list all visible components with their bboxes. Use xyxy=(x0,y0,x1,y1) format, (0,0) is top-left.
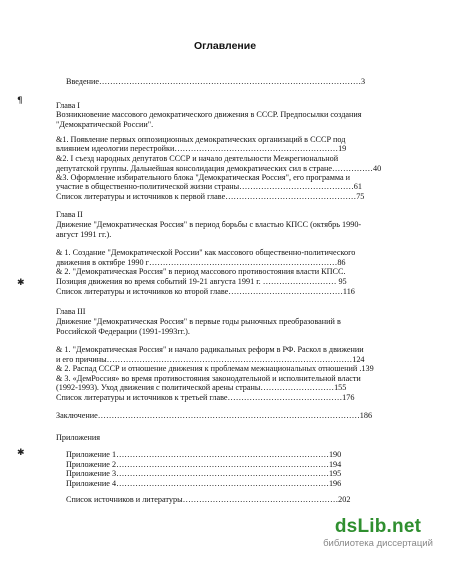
toc-entry-2-2: & 2. "Демократическая Россия" в период массового противостояния власти КПСС. xyxy=(56,267,346,276)
appendices-heading: Приложения xyxy=(56,433,101,442)
toc-entry-1-1-cont: влиянием идеологии перестройки……………………………………………………19 xyxy=(56,144,347,153)
chapter-1-heading: Глава I xyxy=(56,101,81,110)
toc-entry-3-refs: Список литературы и источников к третьей главе……………………………………176 xyxy=(56,393,355,402)
toc-sources: Список источников и литературы…………………………………………………202 xyxy=(66,495,351,504)
chapter-1-title: Возникновение массового демократического движения в СССР. Предпосылки создания xyxy=(56,110,362,119)
toc-entry-2-1: & 1. Создание "Демократической России" как массового общественно-политического xyxy=(56,248,356,257)
toc-entry-2-2-cont: Позиция движения во время событий 19-21 августа 1991 г. ……………………… 95 xyxy=(56,277,347,286)
toc-appendix-4: Приложение 4……………………………………………………………………196 xyxy=(66,479,342,488)
toc-entry-1-2-cont: депутатской группы. Дальнейшая консолидация демократических сил в стране……………40 xyxy=(56,164,382,173)
toc-appendix-1: Приложение 1……………………………………………………………………190 xyxy=(66,450,342,459)
toc-entry-1-2: &2. I съезд народных депутатов СССР и начало деятельности Межрегиональной xyxy=(56,154,339,163)
chapter-2-title: Движение "Демократическая Россия" в период борьбы с властью КПСС (октябрь 1990- xyxy=(56,220,362,229)
page-title: Оглавление xyxy=(193,40,257,52)
toc-entry-1-1: &1. Появление первых оппозиционных демократических организаций в СССР под xyxy=(56,135,346,144)
toc-entry-1-3-cont: участие в общественно-политической жизни страны……………………………………61 xyxy=(56,182,362,191)
logo-tagline: библиотека диссертаций xyxy=(323,538,433,549)
toc-entry-3-1-cont: и его причины………………………………………………………………………………124 xyxy=(56,355,365,364)
toc-entry-2-1-cont: движения в октябре 1990 г……………………………………………………………86 xyxy=(56,258,346,267)
toc-entry-1-refs: Список литературы и источников к первой главе…………………………………………75 xyxy=(56,192,365,201)
toc-appendix-3: Приложение 3……………………………………………………………………195 xyxy=(66,469,342,478)
chapter-3-title-cont: Российской Федерации (1991-1993гг.). xyxy=(56,327,190,336)
toc-entry-3-2: & 2. Распад СССР и отношение движения к проблемам межнациональных отношений .139 xyxy=(56,364,374,373)
chapter-1-title-cont: "Демократической России". xyxy=(56,120,154,129)
chapter-3-title: Движение "Демократическая Россия" в первые годы рыночных преобразований в xyxy=(56,317,341,326)
toc-conclusion: Заключение……………………………………………………………………………………186 xyxy=(56,411,373,420)
toc-entry-3-3-cont: (1992-1993). Уход движения с политической арены страны………………………155 xyxy=(56,383,347,392)
margin-mark-1: ¶ xyxy=(17,96,23,106)
dslib-logo xyxy=(318,516,438,549)
toc-entry-1-3: &3. Оформление избирательного блока "Демократическая Россия", его программа и xyxy=(56,173,351,182)
margin-mark-3: ✱ xyxy=(17,448,25,458)
toc-entry-3-3: & 3. «ДемРоссия» во время противостояния законодательной и исполнительной власти xyxy=(56,374,361,383)
toc-entry-2-refs: Список литературы и источников ко второй главе……………………………………116 xyxy=(56,287,355,296)
chapter-3-heading: Глава III xyxy=(56,307,86,316)
toc-appendix-2: Приложение 2……………………………………………………………………194 xyxy=(66,460,342,469)
chapter-2-heading: Глава II xyxy=(56,210,83,219)
toc-intro: Введение……………………………………………………………………………………3 xyxy=(66,77,366,86)
margin-mark-2: ✱ xyxy=(17,278,25,288)
logo-wordmark: dsLib.net xyxy=(334,516,422,537)
toc-entry-3-1: & 1. "Демократическая Россия" и начало радикальных реформ в РФ. Раскол в движении xyxy=(56,345,364,354)
chapter-2-title-cont: август 1991 гг.). xyxy=(56,230,112,239)
